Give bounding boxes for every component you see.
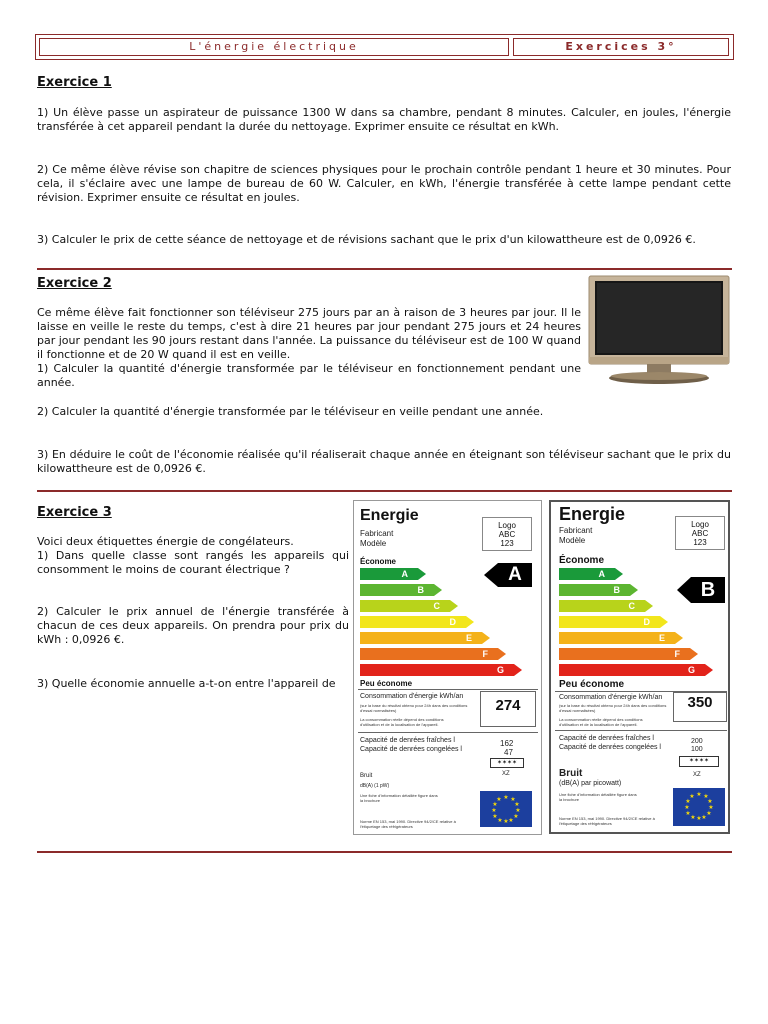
eu-flag-icon: [480, 791, 532, 827]
svg-text:★: ★: [690, 815, 696, 821]
svg-text:★: ★: [696, 792, 702, 798]
svg-text:★: ★: [708, 805, 714, 811]
label-logo-box: [482, 517, 532, 551]
logo-number: 123: [693, 538, 707, 547]
exercise-3-intro: Voici deux étiquettes énergie de congélateurs.: [37, 535, 294, 548]
eu-stars-icon: [673, 788, 725, 826]
logo-text: Logo: [691, 520, 709, 529]
label-star-rating: ✶✶✶✶: [679, 756, 719, 767]
class-bar-tip: [630, 584, 638, 596]
exercise-2-question-2: 2) Calculer la quantité d'énergie transformée par le téléviseur en veille pendant une année.: [37, 405, 544, 418]
exercise-2-intro: Ce même élève fait fonctionner son téléviseur 275 jours par an à raison de 3 heures par jour. Il le laisse en veille le reste du temps, c'est à dire 21 heures par jour pendant 275 jours et 24 heures par jour pendant les 90 jours restant dans l'année. La puissance du téléviseur est de 100 W quand il fonctionne et de 20 W quand il est en veille.: [37, 306, 581, 361]
label-efficient-caption: Économe: [559, 555, 605, 566]
television-image: [587, 273, 731, 389]
section-divider: [37, 490, 732, 492]
svg-text:★: ★: [706, 811, 712, 817]
label-frozen-value: 47: [504, 748, 513, 757]
label-manufacturer: Fabricant: [559, 526, 593, 535]
class-bar-tip: [418, 568, 426, 580]
label-consumption-note: (sur la base du résultat obtenu pour 24h dans des conditions d'essai normalisées): [559, 703, 667, 713]
label-brochure-note: Une fiche d'information détaillée figure dans la brochure: [360, 793, 438, 803]
class-bar-tip: [514, 664, 522, 676]
label-consumption-note: (sur la base du résultat obtenu pour 24h dans des conditions d'essai normalisées): [360, 703, 468, 713]
svg-text:★: ★: [685, 799, 691, 805]
svg-text:★: ★: [508, 818, 514, 824]
label-consumption-value: 350: [687, 694, 713, 711]
svg-text:★: ★: [696, 816, 702, 822]
label-consumption-caption: Consommation d'énergie kWh/an: [360, 693, 464, 700]
class-bar-letter: A: [598, 569, 605, 579]
svg-text:★: ★: [510, 797, 516, 803]
label-noise-caption: Bruit: [559, 768, 583, 779]
svg-text:★: ★: [689, 794, 695, 800]
class-bar-tip: [615, 568, 623, 580]
class-bar-letter: A: [401, 569, 408, 579]
exercise-3-question-2: 2) Calculer le prix annuel de l'énergie transférée à chacun de ces deux appareils. On prendra pour prix du kWh : 0,0926 €.: [37, 605, 349, 646]
class-bar-d: [559, 616, 660, 628]
document-header: [35, 34, 734, 60]
logo-abc: ABC: [691, 529, 709, 538]
label-noise-caption: Bruit: [360, 773, 373, 779]
class-bar-b: [360, 584, 434, 596]
header-topic: L'énergie électrique: [39, 38, 509, 56]
section-divider: [37, 268, 732, 270]
svg-text:★: ★: [703, 794, 709, 800]
label-xz: XZ: [502, 771, 510, 777]
label-frozen-value: 100: [691, 746, 703, 753]
energy-label-b: [549, 500, 730, 834]
exercise-3-question-1: 1) Dans quelle classe sont rangés les appareils qui consomment le moins de courant électrique ?: [37, 549, 349, 576]
exercise-1-question-1: 1) Un élève passe un aspirateur de puissance 1300 W dans sa chambre, pendant 8 minutes. Calculer, en joules, l'énergie transférée à cet appareil pendant la durée du nettoyage. Exprimer ensuite ce résultat en kWh.: [37, 106, 731, 133]
logo-text: Logo: [498, 521, 516, 530]
class-bar-letter: C: [628, 601, 635, 611]
class-bar-letter: B: [417, 585, 424, 595]
class-bar-letter: F: [674, 649, 680, 659]
label-consumption-fine: La consommation réelle dépend des conditions d'utilisation et de la localisation de l'appareil.: [559, 717, 643, 727]
class-bar-tip: [675, 632, 683, 644]
class-bar-a: [360, 568, 418, 580]
label-xz: XZ: [693, 772, 701, 778]
class-bar-letter: D: [643, 617, 650, 627]
svg-text:★: ★: [503, 795, 509, 801]
label-rating-class: B: [700, 579, 716, 601]
label-inefficient-caption: Peu économe: [360, 679, 413, 688]
label-rating-arrow: [691, 577, 725, 603]
class-bar-c: [559, 600, 645, 612]
label-noise-unit: dB(A) (1 pW): [360, 783, 390, 789]
svg-text:★: ★: [503, 819, 509, 825]
class-bar-letter: D: [449, 617, 456, 627]
class-bar-letter: B: [613, 585, 620, 595]
class-bar-tip: [690, 648, 698, 660]
class-bar-tip: [450, 600, 458, 612]
divider: [358, 689, 538, 690]
class-bar-f: [360, 648, 498, 660]
label-model: Modèle: [360, 539, 387, 548]
label-fresh-value: 200: [691, 738, 703, 745]
svg-text:★: ★: [707, 799, 713, 805]
svg-text:★: ★: [491, 808, 497, 814]
class-bar-tip: [466, 616, 474, 628]
svg-text:★: ★: [701, 815, 707, 821]
svg-text:★: ★: [497, 818, 503, 824]
exercise-2-question-3: 3) En déduire le coût de l'économie réalisée qu'il réaliserait chaque année en éteignant son téléviseur sachant que le prix du kilowattheure est de 0,0926 €.: [37, 448, 731, 475]
exercise-3-question-3: 3) Quelle économie annuelle a-t-on entre l'appareil de: [37, 677, 336, 690]
exercise-1-question-2: 2) Ce même élève révise son chapitre de sciences physiques pour le prochain contrôle pendant 1 heure et 30 minutes. Pour cela, il s'éclaire avec une lampe de bureau de 60 W. Calculer, en kWh, l'énergie transférée à cette lampe pendant cette révision. Exprimer ensuite ce résultat en joules.: [37, 163, 731, 204]
label-consumption-caption: Consommation d'énergie kWh/an: [559, 694, 663, 701]
energy-label-a: [353, 500, 542, 835]
arrow-tip: [484, 563, 498, 587]
section-divider: [37, 851, 732, 853]
exercise-3-title: Exercice 3: [37, 505, 112, 520]
exercise-1-title: Exercice 1: [37, 75, 112, 90]
label-star-rating: ✶✶✶✶: [490, 758, 524, 768]
svg-text:★: ★: [515, 808, 521, 814]
class-bar-letter: E: [658, 633, 665, 643]
label-logo-box: [675, 516, 725, 550]
divider: [358, 732, 538, 733]
svg-text:★: ★: [496, 797, 502, 803]
svg-text:★: ★: [492, 814, 498, 820]
label-consumption-fine: La consommation réelle dépend des conditions d'utilisation et de la localisation de l'appareil.: [360, 717, 444, 727]
class-bar-letter: G: [687, 665, 695, 675]
logo-number: 123: [500, 539, 514, 548]
label-consumption-value: 274: [495, 697, 521, 714]
label-noise-unit: (dB(A) par picowatt): [559, 780, 622, 787]
divider: [555, 730, 727, 731]
header-level: Exercices 3°: [513, 38, 729, 56]
class-bar-tip: [482, 632, 490, 644]
label-standard-note: Norme EN 153, mai 1990. Directive 94/2/CE relative à l'étiquetage des réfrigérateurs: [559, 816, 655, 826]
label-efficient-caption: Économe: [360, 557, 397, 566]
arrow-tip: [677, 577, 691, 603]
exercise-1-question-3: 3) Calculer le prix de cette séance de nettoyage et de révisions sachant que le prix d'un kilowattheure est de 0,0926 €.: [37, 233, 696, 246]
label-inefficient-caption: Peu économe: [559, 679, 625, 690]
svg-text:★: ★: [513, 814, 519, 820]
class-bar-e: [559, 632, 675, 644]
class-bar-g: [559, 664, 705, 676]
class-bar-a: [559, 568, 615, 580]
svg-text:★: ★: [684, 805, 690, 811]
exercise-2-question-1: 1) Calculer la quantité d'énergie transformée par le téléviseur en fonctionnement pendant une année.: [37, 362, 581, 389]
label-fresh-caption: Capacité de denrées fraîches l: [360, 737, 455, 744]
svg-text:★: ★: [514, 802, 520, 808]
class-bar-f: [559, 648, 690, 660]
label-manufacturer: Fabricant: [360, 529, 394, 538]
label-fresh-value: 162: [500, 739, 514, 748]
svg-text:★: ★: [492, 802, 498, 808]
class-bar-d: [360, 616, 466, 628]
logo-abc: ABC: [498, 530, 516, 539]
class-bar-tip: [645, 600, 653, 612]
eu-flag-icon: [673, 788, 725, 826]
label-brochure-note: Une fiche d'information détaillée figure dans la brochure: [559, 792, 637, 802]
class-bar-letter: G: [496, 665, 504, 675]
label-rating-arrow: [498, 563, 532, 587]
eu-stars-icon: [480, 791, 532, 827]
class-bar-tip: [705, 664, 713, 676]
class-bar-g: [360, 664, 514, 676]
label-fresh-caption: Capacité de denrées fraîches l: [559, 735, 654, 742]
class-bar-tip: [434, 584, 442, 596]
class-bar-letter: E: [465, 633, 472, 643]
label-frozen-caption: Capacité de denrées congelées l: [559, 744, 661, 751]
svg-text:★: ★: [685, 811, 691, 817]
exercise-2-title: Exercice 2: [37, 276, 112, 291]
label-title: Energie: [559, 504, 626, 524]
label-frozen-caption: Capacité de denrées congelées l: [360, 746, 462, 753]
label-standard-note: Norme EN 153, mai 1990. Directive 94/2/CE relative à l'étiquetage des réfrigérateurs: [360, 819, 456, 829]
label-model: Modèle: [559, 536, 586, 545]
class-bar-letter: C: [433, 601, 440, 611]
class-bar-b: [559, 584, 630, 596]
class-bar-tip: [660, 616, 668, 628]
class-bar-tip: [498, 648, 506, 660]
label-rating-class: A: [508, 564, 522, 585]
class-bar-letter: F: [482, 649, 488, 659]
label-title: Energie: [360, 507, 419, 524]
class-bar-e: [360, 632, 482, 644]
class-bar-c: [360, 600, 450, 612]
